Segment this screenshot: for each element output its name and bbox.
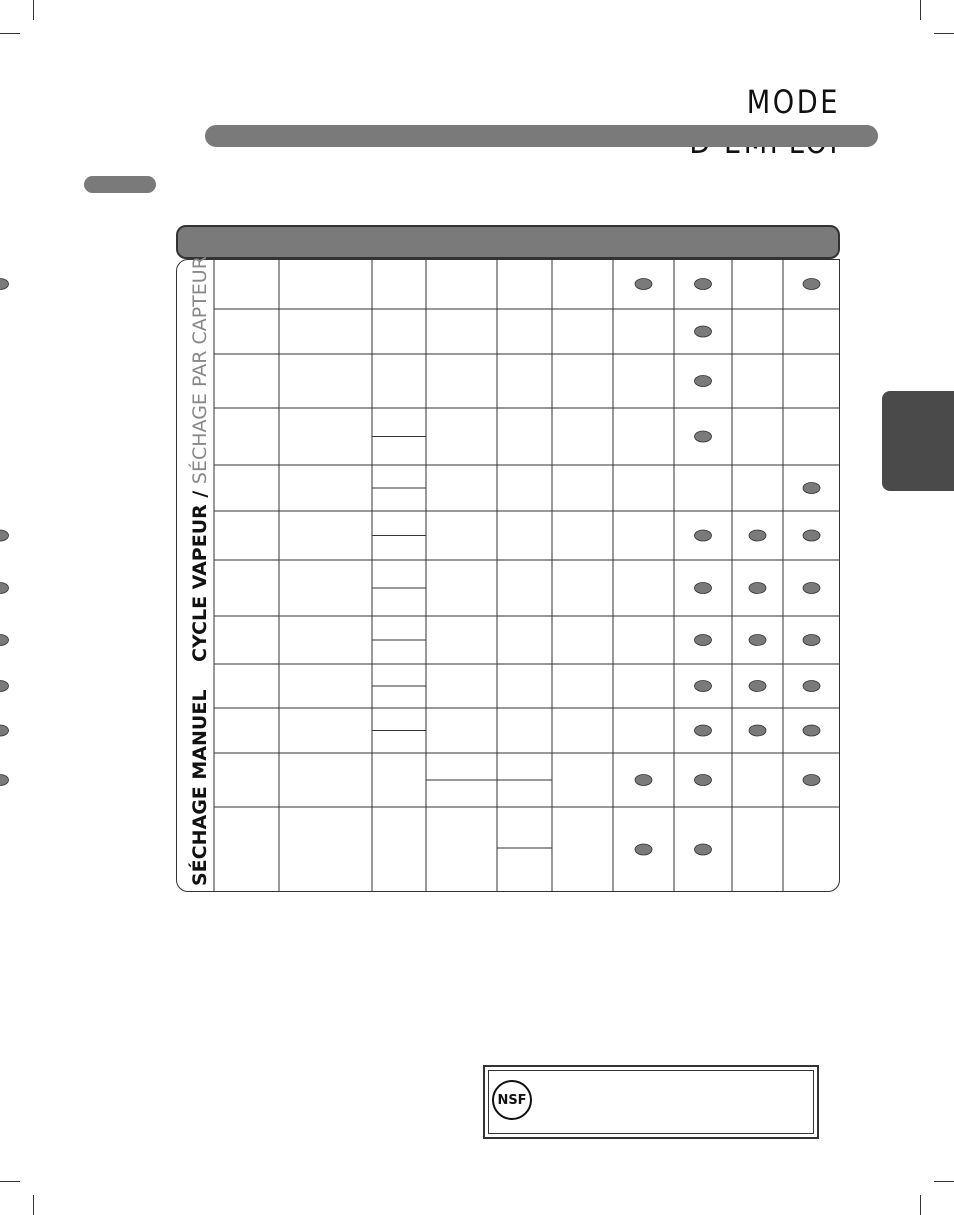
nsf-logo: NSF <box>492 1080 532 1120</box>
cycle-option-mark <box>749 635 766 646</box>
cycle-option-mark <box>635 775 652 786</box>
cycle-option-mark <box>749 681 766 692</box>
steam-cycle-text: CYCLE VAPEUR / <box>189 484 211 662</box>
cycle-option-mark <box>0 725 9 736</box>
cycle-option-mark <box>749 725 766 736</box>
cycle-option-mark <box>695 725 712 736</box>
sensor-dry-text: SÉCHAGE PAR CAPTEUR <box>189 256 211 485</box>
page-title: MODE <box>746 83 840 121</box>
cycle-option-mark <box>803 681 820 692</box>
cycle-option-mark <box>803 583 820 594</box>
nsf-certification-box <box>483 1065 819 1139</box>
cycle-option-mark <box>749 530 766 541</box>
cycle-option-mark <box>695 775 712 786</box>
cycle-option-mark <box>695 681 712 692</box>
cycle-option-mark <box>803 725 820 736</box>
cycle-option-mark <box>749 583 766 594</box>
cycle-option-mark <box>0 681 9 692</box>
cycle-option-mark <box>0 635 9 646</box>
cycle-option-mark <box>803 279 820 290</box>
cycle-option-mark <box>695 635 712 646</box>
cycle-option-mark <box>695 326 712 337</box>
cycle-option-mark <box>695 376 712 387</box>
cycle-option-mark <box>803 635 820 646</box>
cycle-option-mark <box>0 530 9 541</box>
cycle-option-mark <box>0 775 9 786</box>
cycle-option-mark <box>695 279 712 290</box>
cycle-option-mark <box>695 530 712 541</box>
cycle-option-mark <box>803 530 820 541</box>
cycle-option-mark <box>635 279 652 290</box>
cycle-option-mark <box>803 483 820 494</box>
cycle-option-mark <box>695 431 712 442</box>
cycle-option-mark <box>695 583 712 594</box>
cycle-option-mark <box>0 279 9 290</box>
manual-dry-text: SÉCHAGE MANUEL <box>189 689 211 886</box>
cycle-option-mark <box>803 775 820 786</box>
cycle-option-mark <box>695 844 712 855</box>
cycle-option-mark <box>635 844 652 855</box>
cycle-option-mark <box>0 583 9 594</box>
